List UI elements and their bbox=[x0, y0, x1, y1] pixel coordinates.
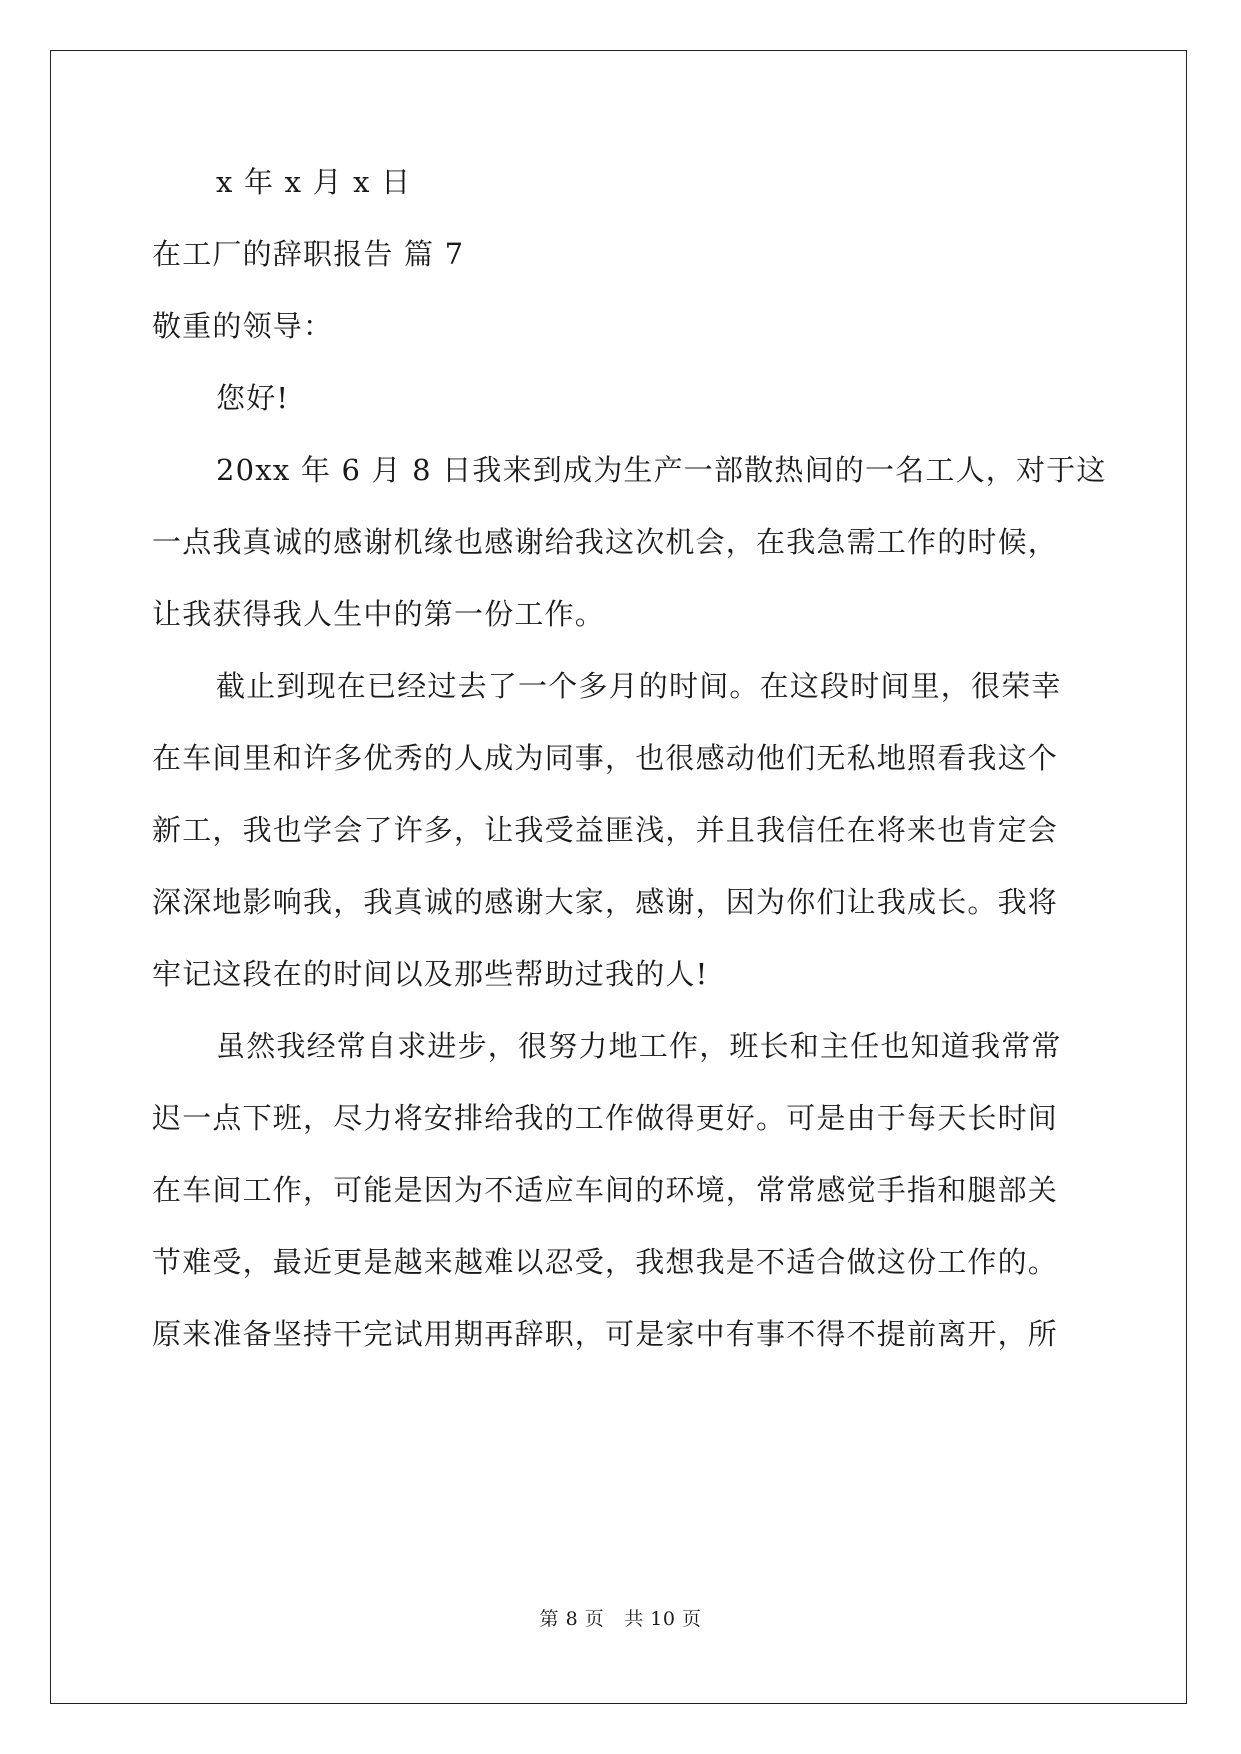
paragraph-line: 迟一点下班，尽力将安排给我的工作做得更好。可是由于每天长时间 bbox=[152, 1101, 1059, 1135]
date-line: x 年 x 月 x 日 bbox=[216, 165, 412, 199]
paragraph-line: 节难受，最近更是越来越难以忍受，我想我是不适合做这份工作的。 bbox=[152, 1245, 1059, 1279]
page-number-total: 共 10 页 bbox=[624, 1608, 702, 1630]
section-title: 在工厂的辞职报告 篇 7 bbox=[152, 237, 465, 271]
paragraph-line: 在车间里和许多优秀的人成为同事，也很感动他们无私地照看我这个 bbox=[152, 741, 1059, 775]
paragraph-line: 虽然我经常自求进步，很努力地工作，班长和主任也知道我常常 bbox=[216, 1029, 1062, 1063]
paragraph-line: 一点我真诚的感谢机缘也感谢给我这次机会，在我急需工作的时候， bbox=[152, 525, 1059, 559]
paragraph-line: 原来准备坚持干完试用期再辞职，可是家中有事不得不提前离开，所 bbox=[152, 1317, 1059, 1351]
salutation: 敬重的领导： bbox=[152, 309, 334, 343]
paragraph-line: 牢记这段在的时间以及那些帮助过我的人! bbox=[152, 957, 709, 991]
paragraph-line: 新工，我也学会了许多，让我受益匪浅，并且我信任在将来也肯定会 bbox=[152, 813, 1059, 847]
paragraph-line: 让我获得我人生中的第一份工作。 bbox=[152, 597, 606, 631]
paragraph-line: 20xx 年 6 月 8 日我来到成为生产一部散热间的一名工人，对于这 bbox=[216, 453, 1107, 487]
paragraph-line: 截止到现在已经过去了一个多月的时间。在这段时间里，很荣幸 bbox=[216, 669, 1062, 703]
greeting: 您好! bbox=[216, 381, 290, 415]
page-footer bbox=[0, 1604, 1241, 1631]
page-border bbox=[50, 50, 1187, 1704]
paragraph-line: 在车间工作，可能是因为不适应车间的环境，常常感觉手指和腿部关 bbox=[152, 1173, 1059, 1207]
paragraph-line: 深深地影响我，我真诚的感谢大家，感谢，因为你们让我成长。我将 bbox=[152, 885, 1059, 919]
page-number-current: 第 8 页 bbox=[539, 1608, 605, 1630]
